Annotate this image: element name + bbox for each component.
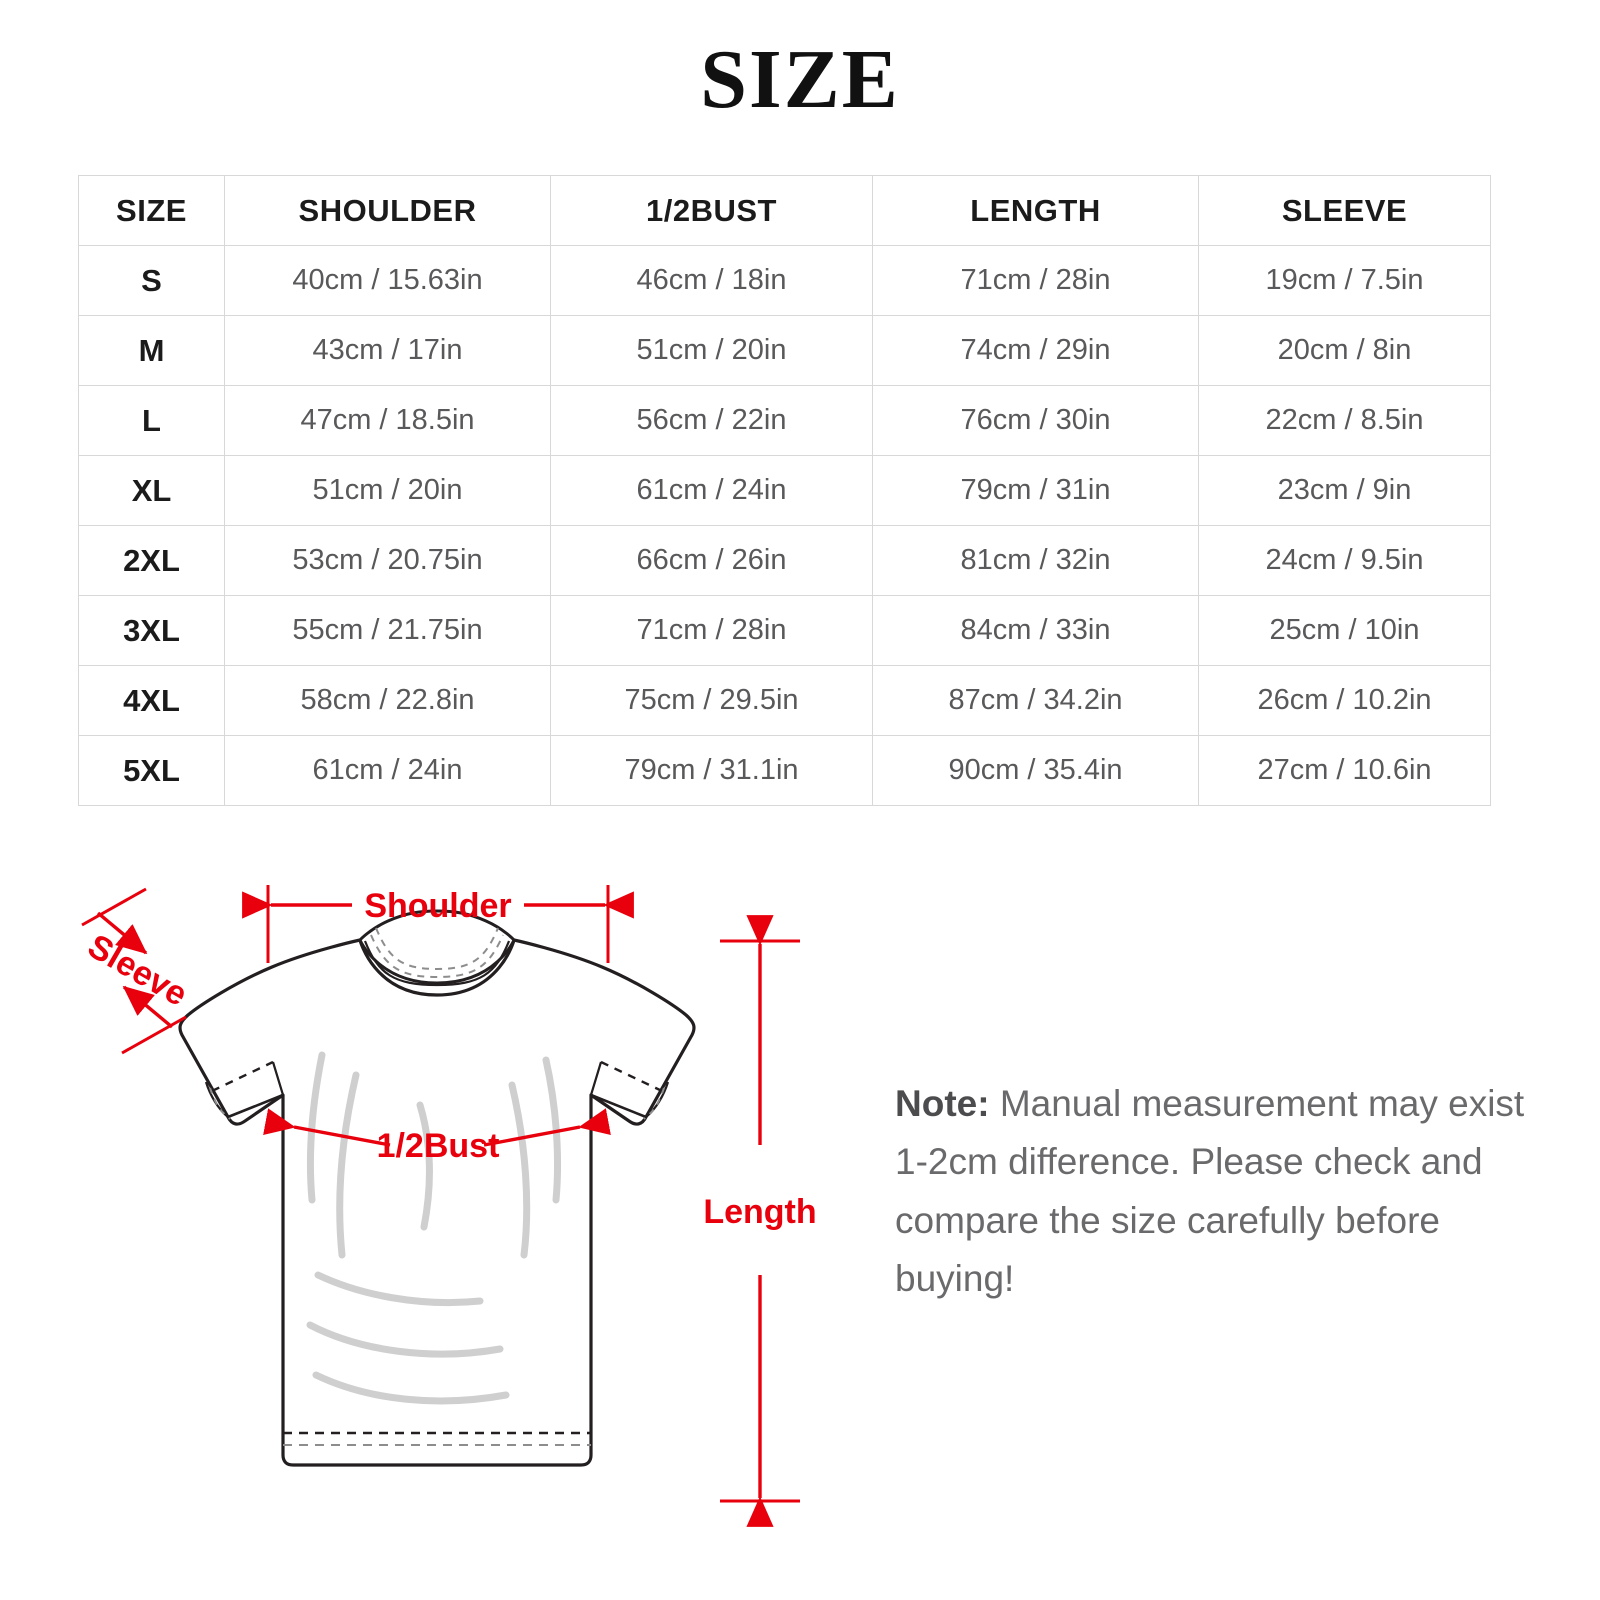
cell-shoulder: 61cm / 24in xyxy=(225,736,551,806)
note-block xyxy=(895,1075,1545,1309)
table-header-row xyxy=(79,176,1491,246)
length-measure-annotation xyxy=(703,941,816,1501)
label-shoulder: Shoulder xyxy=(364,887,512,925)
cell-size: M xyxy=(79,316,225,386)
tshirt-illustration xyxy=(180,911,694,1465)
cell-size: 4XL xyxy=(79,666,225,736)
label-half-bust: 1/2Bust xyxy=(376,1127,500,1165)
cell-length: 90cm / 35.4in xyxy=(873,736,1199,806)
cell-size: L xyxy=(79,386,225,456)
cell-length: 81cm / 32in xyxy=(873,526,1199,596)
cell-shoulder: 43cm / 17in xyxy=(225,316,551,386)
column-header-size: SIZE xyxy=(79,176,225,246)
cell-length: 76cm / 30in xyxy=(873,386,1199,456)
cell-length: 71cm / 28in xyxy=(873,246,1199,316)
measurement-diagram xyxy=(60,855,860,1555)
cell-sleeve: 26cm / 10.2in xyxy=(1199,666,1491,736)
table-row xyxy=(79,316,1491,386)
cell-bust: 56cm / 22in xyxy=(551,386,873,456)
column-header-sleeve: SLEEVE xyxy=(1199,176,1491,246)
note-text: Manual measurement may exist 1-2cm difference. Please check and compare the size carefully before buying! xyxy=(895,1083,1525,1300)
table-row xyxy=(79,596,1491,666)
cell-shoulder: 58cm / 22.8in xyxy=(225,666,551,736)
cell-bust: 66cm / 26in xyxy=(551,526,873,596)
cell-length: 79cm / 31in xyxy=(873,456,1199,526)
cell-shoulder: 47cm / 18.5in xyxy=(225,386,551,456)
table-row xyxy=(79,736,1491,806)
cell-bust: 75cm / 29.5in xyxy=(551,666,873,736)
cell-shoulder: 53cm / 20.75in xyxy=(225,526,551,596)
cell-bust: 51cm / 20in xyxy=(551,316,873,386)
cell-size: 3XL xyxy=(79,596,225,666)
cell-size: S xyxy=(79,246,225,316)
page-title: SIZE xyxy=(700,33,900,126)
table-row xyxy=(79,526,1491,596)
size-table xyxy=(78,175,1491,806)
cell-sleeve: 24cm / 9.5in xyxy=(1199,526,1491,596)
cell-bust: 61cm / 24in xyxy=(551,456,873,526)
cell-size: 2XL xyxy=(79,526,225,596)
table-row xyxy=(79,386,1491,456)
table-row xyxy=(79,456,1491,526)
cell-length: 87cm / 34.2in xyxy=(873,666,1199,736)
cell-length: 84cm / 33in xyxy=(873,596,1199,666)
size-table-container xyxy=(78,175,1490,806)
cell-shoulder: 40cm / 15.63in xyxy=(225,246,551,316)
table-row xyxy=(79,666,1491,736)
cell-sleeve: 22cm / 8.5in xyxy=(1199,386,1491,456)
cell-sleeve: 27cm / 10.6in xyxy=(1199,736,1491,806)
cell-bust: 46cm / 18in xyxy=(551,246,873,316)
cell-sleeve: 25cm / 10in xyxy=(1199,596,1491,666)
note-prefix: Note: xyxy=(895,1083,990,1124)
cell-shoulder: 51cm / 20in xyxy=(225,456,551,526)
cell-shoulder: 55cm / 21.75in xyxy=(225,596,551,666)
cell-sleeve: 19cm / 7.5in xyxy=(1199,246,1491,316)
label-length: Length xyxy=(703,1193,817,1231)
table-row xyxy=(79,246,1491,316)
label-sleeve: Sleeve xyxy=(81,927,194,1014)
cell-bust: 79cm / 31.1in xyxy=(551,736,873,806)
column-header-bust: 1/2BUST xyxy=(551,176,873,246)
column-header-length: LENGTH xyxy=(873,176,1199,246)
sleeve-measure-annotation xyxy=(81,889,193,1053)
cell-sleeve: 23cm / 9in xyxy=(1199,456,1491,526)
column-header-shoulder: SHOULDER xyxy=(225,176,551,246)
cell-size: XL xyxy=(79,456,225,526)
cell-bust: 71cm / 28in xyxy=(551,596,873,666)
cell-length: 74cm / 29in xyxy=(873,316,1199,386)
cell-size: 5XL xyxy=(79,736,225,806)
cell-sleeve: 20cm / 8in xyxy=(1199,316,1491,386)
